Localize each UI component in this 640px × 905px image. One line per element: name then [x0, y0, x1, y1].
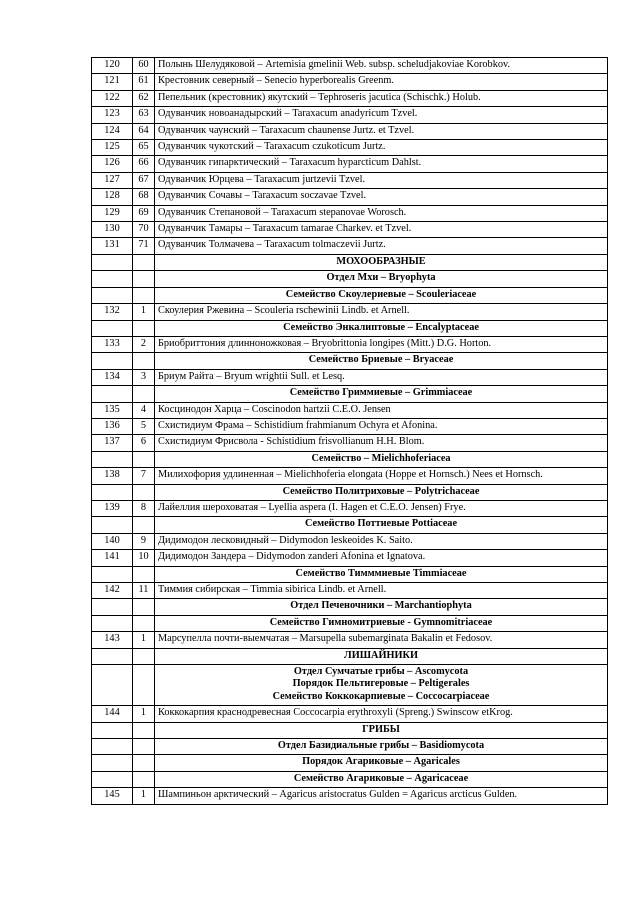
section-header	[155, 599, 608, 615]
species-name: Одуванчик гипарктический – Taraxacum hyparcticum Dahlst.	[155, 156, 608, 172]
section-header-row	[92, 615, 608, 631]
overall-number: 141	[92, 550, 133, 566]
species-name: Одуванчик Юрцева – Taraxacum jurtzevii Tzvel.	[155, 172, 608, 188]
empty-cell	[133, 254, 155, 270]
species-name: Одуванчик Степановой – Taraxacum stepanovae Worosch.	[155, 205, 608, 221]
species-name: Полынь Шелудяковой – Artemisia gmelinii Web. subsp. scheludjakoviae Korobkov.	[155, 58, 608, 74]
empty-cell	[133, 771, 155, 787]
group-number: 66	[133, 156, 155, 172]
section-header	[155, 320, 608, 336]
group-number: 61	[133, 74, 155, 90]
empty-cell	[133, 484, 155, 500]
empty-cell	[133, 665, 155, 706]
overall-number: 139	[92, 500, 133, 516]
species-name: Одуванчик чукотский – Taraxacum czukoticum Jurtz.	[155, 140, 608, 156]
group-number: 64	[133, 123, 155, 139]
species-name: Марсупелла почти-выемчатая – Marsupella subemarginata Bakalin et Fedosov.	[155, 632, 608, 648]
overall-number: 142	[92, 583, 133, 599]
overall-number: 138	[92, 468, 133, 484]
section-header-row	[92, 484, 608, 500]
group-number: 8	[133, 500, 155, 516]
section-header-line: Семейство Коккокарпиевые – Coccocarpiaceae	[272, 690, 490, 702]
species-name: Коккокарпия краснодревесная Coccocarpia erythroxyli (Spreng.) Swinscow etKrog.	[155, 706, 608, 722]
section-header-line: ГРИБЫ	[362, 723, 400, 735]
overall-number: 135	[92, 402, 133, 418]
section-header-line: Отдел Печеночники – Marchantiophyta	[290, 600, 472, 612]
group-number: 1	[133, 706, 155, 722]
overall-number: 143	[92, 632, 133, 648]
group-number: 3	[133, 369, 155, 385]
empty-cell	[133, 648, 155, 664]
overall-number: 123	[92, 107, 133, 123]
species-row	[92, 140, 608, 156]
overall-number: 126	[92, 156, 133, 172]
section-header	[155, 722, 608, 738]
species-row	[92, 58, 608, 74]
species-row	[92, 189, 608, 205]
overall-number: 127	[92, 172, 133, 188]
section-header-row	[92, 599, 608, 615]
empty-cell	[92, 451, 133, 467]
overall-number: 131	[92, 238, 133, 254]
section-header	[155, 665, 608, 706]
section-header	[155, 517, 608, 533]
section-header-row	[92, 386, 608, 402]
section-header-line: ЛИШАЙНИКИ	[344, 649, 418, 661]
empty-cell	[133, 615, 155, 631]
empty-cell	[92, 755, 133, 771]
group-number: 1	[133, 788, 155, 804]
species-row	[92, 788, 608, 804]
species-name: Схистидиум Фрама – Schistidium frahmianum Ochyra et Afonina.	[155, 418, 608, 434]
species-name: Бриобриттония длинноножковая – Bryobrittonia longipes (Mitt.) D.G. Horton.	[155, 336, 608, 352]
empty-cell	[133, 320, 155, 336]
group-number: 71	[133, 238, 155, 254]
species-row	[92, 205, 608, 221]
empty-cell	[92, 386, 133, 402]
overall-number: 121	[92, 74, 133, 90]
empty-cell	[133, 271, 155, 287]
empty-cell	[133, 386, 155, 402]
section-header-row	[92, 287, 608, 303]
section-header-row	[92, 755, 608, 771]
species-row	[92, 550, 608, 566]
section-header	[155, 254, 608, 270]
species-name: Одуванчик чаунский – Taraxacum chaunense Jurtz. et Tzvel.	[155, 123, 608, 139]
empty-cell	[92, 771, 133, 787]
group-number: 67	[133, 172, 155, 188]
overall-number: 140	[92, 533, 133, 549]
section-header	[155, 648, 608, 664]
empty-cell	[133, 451, 155, 467]
species-name: Схистидиум Фрисвола - Schistidium frisvollianum H.H. Blom.	[155, 435, 608, 451]
species-name: Тиммия сибирская – Timmia sibirica Lindb. et Arnell.	[155, 583, 608, 599]
overall-number: 137	[92, 435, 133, 451]
group-number: 7	[133, 468, 155, 484]
group-number: 69	[133, 205, 155, 221]
empty-cell	[92, 566, 133, 582]
section-header-row	[92, 517, 608, 533]
species-row	[92, 107, 608, 123]
species-row	[92, 435, 608, 451]
species-name: Пепельник (крестовник) якутский – Tephroseris jacutica (Schischk.) Holub.	[155, 90, 608, 106]
species-name: Бриум Райта – Bryum wrightii Sull. et Lesq.	[155, 369, 608, 385]
overall-number: 129	[92, 205, 133, 221]
section-header	[155, 271, 608, 287]
empty-cell	[133, 599, 155, 615]
empty-cell	[92, 665, 133, 706]
section-header-line: Семейство Поттиевые Pottiaceae	[304, 518, 458, 530]
group-number: 62	[133, 90, 155, 106]
section-header-row	[92, 320, 608, 336]
overall-number: 133	[92, 336, 133, 352]
species-row	[92, 500, 608, 516]
group-number: 4	[133, 402, 155, 418]
empty-cell	[92, 320, 133, 336]
species-row	[92, 74, 608, 90]
section-header-line: Семейство Тимммиевые Timmiaceae	[295, 567, 467, 579]
section-header	[155, 386, 608, 402]
species-name: Шампиньон арктический – Agaricus aristocratus Gulden = Agaricus arcticus Gulden.	[155, 788, 608, 804]
group-number: 1	[133, 632, 155, 648]
overall-number: 128	[92, 189, 133, 205]
group-number: 1	[133, 304, 155, 320]
group-number: 70	[133, 222, 155, 238]
section-header-line: Семейство Агариковые – Agaricaceae	[293, 772, 469, 784]
section-header-row	[92, 739, 608, 755]
species-row	[92, 418, 608, 434]
species-table-body	[92, 58, 608, 805]
empty-cell	[92, 271, 133, 287]
empty-cell	[133, 517, 155, 533]
section-header-row	[92, 722, 608, 738]
species-row	[92, 172, 608, 188]
species-name: Милихофория удлиненная – Mielichhoferia elongata (Hoppe et Hornsch.) Nees et Hornsch.	[155, 468, 608, 484]
species-row	[92, 238, 608, 254]
section-header-line: Семейство – Mielichhoferiacea	[311, 452, 451, 464]
empty-cell	[92, 484, 133, 500]
species-name: Косцинодон Харца – Coscinodon hartzii C.E.O. Jensen	[155, 402, 608, 418]
group-number: 68	[133, 189, 155, 205]
species-row	[92, 402, 608, 418]
empty-cell	[92, 599, 133, 615]
empty-cell	[92, 739, 133, 755]
section-header	[155, 739, 608, 755]
section-header	[155, 771, 608, 787]
empty-cell	[92, 517, 133, 533]
species-table	[91, 57, 608, 805]
section-header-row	[92, 353, 608, 369]
species-row	[92, 336, 608, 352]
overall-number: 124	[92, 123, 133, 139]
species-name: Дидимодон лесковидный – Didymodon leskeoides K. Saito.	[155, 533, 608, 549]
section-header	[155, 755, 608, 771]
group-number: 60	[133, 58, 155, 74]
section-header	[155, 615, 608, 631]
species-name: Одуванчик новоанадырский – Taraxacum anadyricum Tzvel.	[155, 107, 608, 123]
species-name: Крестовник северный – Senecio hyperborealis Greenm.	[155, 74, 608, 90]
empty-cell	[92, 722, 133, 738]
species-name: Скоулерия Ржевина – Scouleria rschewinii Lindb. et Arnell.	[155, 304, 608, 320]
group-number: 11	[133, 583, 155, 599]
species-row	[92, 706, 608, 722]
section-header-line: Отдел Сумчатые грибы – Ascomycota	[293, 666, 469, 678]
section-header-row	[92, 648, 608, 664]
empty-cell	[133, 353, 155, 369]
section-header-row	[92, 566, 608, 582]
group-number: 2	[133, 336, 155, 352]
species-row	[92, 369, 608, 385]
section-header-line: Отдел Мхи – Bryophyta	[326, 272, 436, 284]
section-header	[155, 353, 608, 369]
empty-cell	[133, 566, 155, 582]
section-header	[155, 287, 608, 303]
group-number: 65	[133, 140, 155, 156]
species-row	[92, 222, 608, 238]
section-header-line: Семейство Скоулериевые – Scouleriaceae	[285, 288, 477, 300]
section-header	[155, 484, 608, 500]
section-header-row	[92, 451, 608, 467]
species-row	[92, 533, 608, 549]
empty-cell	[92, 254, 133, 270]
species-name: Одуванчик Сочавы – Taraxacum soczavae Tzvel.	[155, 189, 608, 205]
section-header-line: МОХООБРАЗНЫЕ	[336, 255, 426, 267]
empty-cell	[92, 648, 133, 664]
section-header-line: Порядок Агариковые – Agaricales	[302, 756, 460, 768]
species-name: Одуванчик Толмачева – Taraxacum tolmaczevii Jurtz.	[155, 238, 608, 254]
species-name: Лайеллия шероховатая – Lyellia aspera (I. Hagen et C.E.O. Jensen) Frye.	[155, 500, 608, 516]
overall-number: 136	[92, 418, 133, 434]
species-row	[92, 123, 608, 139]
species-name: Дидимодон Зандера – Didymodon zanderi Afonina et Ignatova.	[155, 550, 608, 566]
empty-cell	[92, 287, 133, 303]
species-row	[92, 468, 608, 484]
empty-cell	[92, 353, 133, 369]
section-header-line: Семейство Политриховые – Polytrichaceae	[282, 485, 480, 497]
section-header-row	[92, 271, 608, 287]
empty-cell	[133, 739, 155, 755]
section-header-line: Семейство Энкалиптовые – Encalyptaceae	[283, 321, 479, 333]
section-header-row	[92, 254, 608, 270]
species-row	[92, 583, 608, 599]
empty-cell	[92, 615, 133, 631]
overall-number: 144	[92, 706, 133, 722]
overall-number: 122	[92, 90, 133, 106]
group-number: 63	[133, 107, 155, 123]
section-header-line: Отдел Базидиальные грибы – Basidiomycota	[277, 740, 485, 752]
species-row	[92, 90, 608, 106]
section-header-row	[92, 771, 608, 787]
overall-number: 125	[92, 140, 133, 156]
species-row	[92, 304, 608, 320]
overall-number: 134	[92, 369, 133, 385]
overall-number: 120	[92, 58, 133, 74]
overall-number: 145	[92, 788, 133, 804]
species-name: Одуванчик Тамары – Taraxacum tamarae Charkev. et Tzvel.	[155, 222, 608, 238]
empty-cell	[133, 287, 155, 303]
section-header-line: Семейство Бриевые – Bryaceae	[308, 354, 454, 366]
species-row	[92, 632, 608, 648]
group-number: 6	[133, 435, 155, 451]
section-header-line: Семейство Гриммиевые – Grimmiaceae	[289, 387, 473, 399]
overall-number: 130	[92, 222, 133, 238]
section-header-line: Семейство Гимномитриевые - Gymnomitriaceae	[269, 616, 493, 628]
empty-cell	[133, 722, 155, 738]
group-number: 9	[133, 533, 155, 549]
section-header-row	[92, 665, 608, 706]
section-header	[155, 451, 608, 467]
group-number: 10	[133, 550, 155, 566]
empty-cell	[133, 755, 155, 771]
section-header	[155, 566, 608, 582]
overall-number: 132	[92, 304, 133, 320]
species-row	[92, 156, 608, 172]
section-header-line: Порядок Пельтигеровые – Peltigerales	[292, 678, 470, 690]
group-number: 5	[133, 418, 155, 434]
